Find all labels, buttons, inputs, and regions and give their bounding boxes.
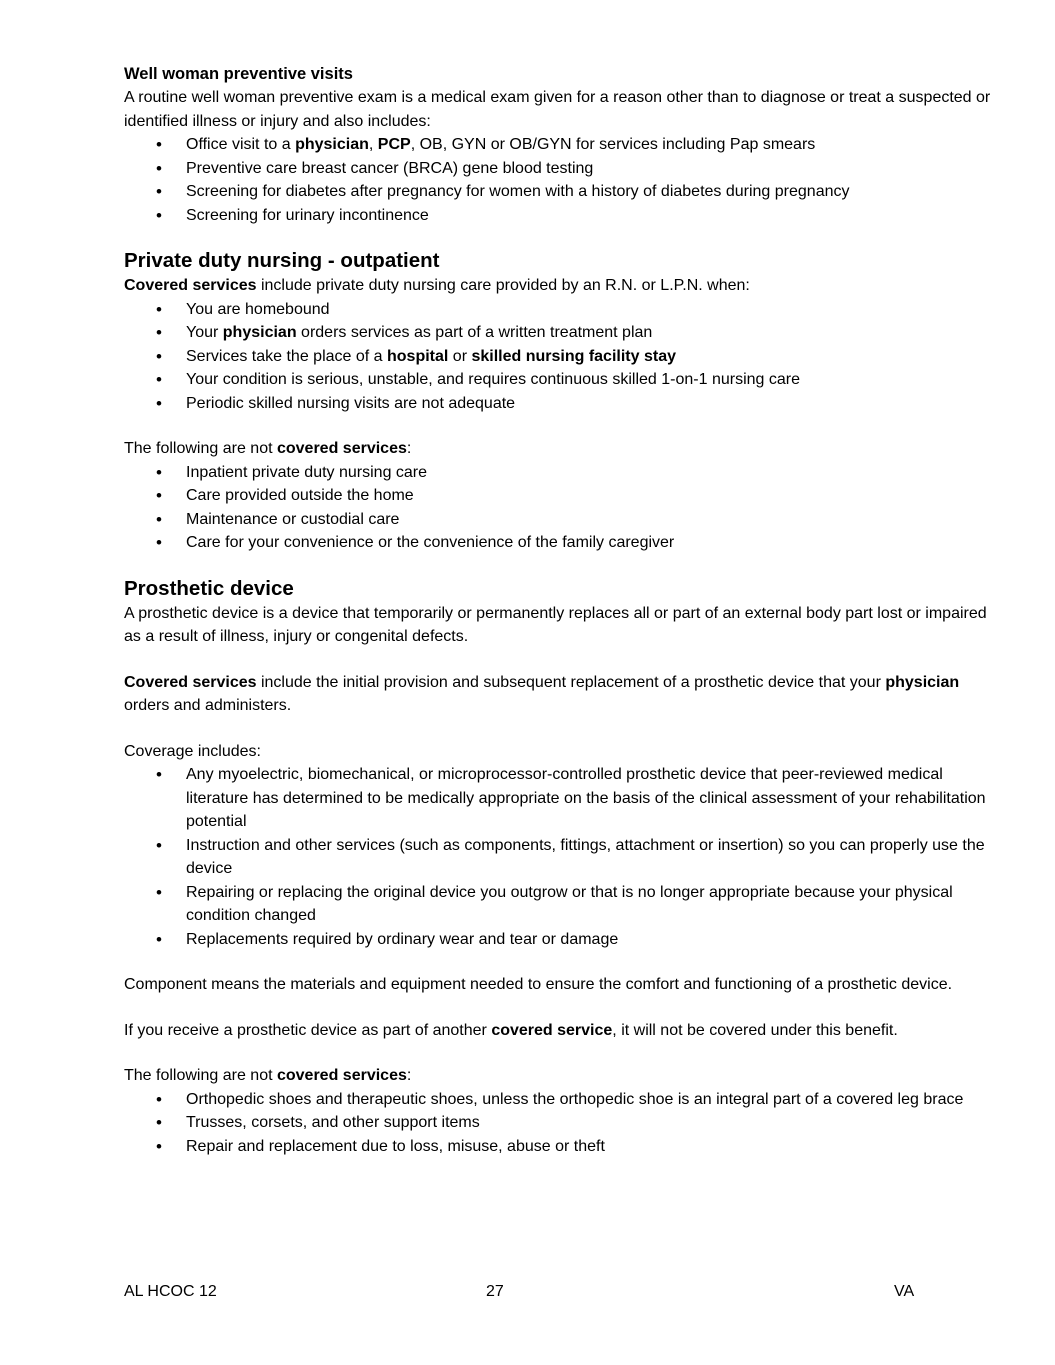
prosthetic-not-covered-list — [124, 1088, 994, 1159]
list-item: • Care for your convenience or the convenience of the family caregiver — [124, 531, 994, 555]
list-item: • Services take the place of a hospital or skilled nursing facility stay — [124, 345, 994, 369]
list-item: • Office visit to a physician, PCP, OB, GYN or OB/GYN for services including Pap smears — [124, 133, 994, 157]
list-item: • Maintenance or custodial care — [124, 508, 994, 532]
list-item: • Periodic skilled nursing visits are not adequate — [124, 392, 994, 416]
section-heading-prosthetic: Prosthetic device — [124, 576, 294, 600]
list-item: • Replacements required by ordinary wear and tear or damage — [124, 928, 994, 952]
list-item: • Trusses, corsets, and other support items — [124, 1111, 994, 1135]
section-heading-well-woman: Well woman preventive visits — [124, 65, 353, 83]
page-content — [124, 62, 994, 1158]
well-woman-intro: A routine well woman preventive exam is a medical exam given for a reason other than to diagnose or treat a suspected or identified illness or injury and also includes: — [124, 89, 991, 130]
list-item: • Repairing or replacing the original device you outgrow or that is no longer appropriate because your physical condition changed — [124, 881, 994, 928]
list-item: • Preventive care breast cancer (BRCA) gene blood testing — [124, 157, 994, 181]
list-item: • You are homebound — [124, 298, 994, 322]
list-item: • Inpatient private duty nursing care — [124, 461, 994, 485]
page-footer — [124, 1280, 916, 1304]
prosthetic-intro: A prosthetic device is a device that temporarily or permanently replaces all or part of an external body part lost or impaired as a result of illness, injury or congenital defects. — [124, 604, 987, 645]
list-item: • Your physician orders services as part of a written treatment plan — [124, 321, 994, 345]
prosthetic-covered-services: Covered services include the initial provision and subsequent replacement of a prosthetic device that your physician orders and administers. — [124, 673, 960, 714]
list-item: • Care provided outside the home — [124, 484, 994, 508]
footer-page-number: 27 — [486, 1283, 504, 1300]
list-item: • Repair and replacement due to loss, misuse, abuse or theft — [124, 1135, 994, 1159]
footer-document-code: AL HCOC 12 — [124, 1283, 217, 1300]
list-item: • Any myoelectric, biomechanical, or microprocessor-controlled prosthetic device that peer-reviewed medical literature has determined to be medically appropriate on the basis of the clinical assessment of your rehabilitation potential — [124, 763, 994, 834]
list-item: • Your condition is serious, unstable, and requires continuous skilled 1-on-1 nursing care — [124, 368, 994, 392]
section-well-woman — [124, 62, 994, 227]
coverage-list — [124, 763, 994, 951]
component-definition: Component means the materials and equipment needed to ensure the comfort and functioning of a prosthetic device. — [124, 976, 953, 993]
well-woman-list — [124, 133, 994, 227]
list-item: • Screening for urinary incontinence — [124, 204, 994, 228]
footer-state-code: VA — [894, 1283, 915, 1300]
section-private-duty-nursing — [124, 247, 994, 555]
list-item: • Screening for diabetes after pregnancy for women with a history of diabetes during pregnancy — [124, 180, 994, 204]
private-duty-intro: Covered services include private duty nursing care provided by an R.N. or L.P.N. when: — [124, 277, 750, 294]
private-duty-list — [124, 298, 994, 416]
list-item: • Instruction and other services (such as components, fittings, attachment or insertion) so you can properly use the device — [124, 834, 994, 881]
private-duty-not-covered-label: The following are not covered services: — [124, 440, 412, 457]
private-duty-not-covered-list — [124, 461, 994, 555]
list-item: • Orthopedic shoes and therapeutic shoes, unless the orthopedic shoe is an integral part of a covered leg brace — [124, 1088, 994, 1112]
prosthetic-not-covered-label: The following are not covered services: — [124, 1067, 412, 1084]
coverage-includes-label: Coverage includes: — [124, 742, 261, 760]
section-prosthetic-device — [124, 575, 994, 1159]
another-covered-service-note: If you receive a prosthetic device as part of another covered service, it will not be covered under this benefit. — [124, 1021, 898, 1039]
section-heading-private-duty: Private duty nursing - outpatient — [124, 249, 440, 272]
